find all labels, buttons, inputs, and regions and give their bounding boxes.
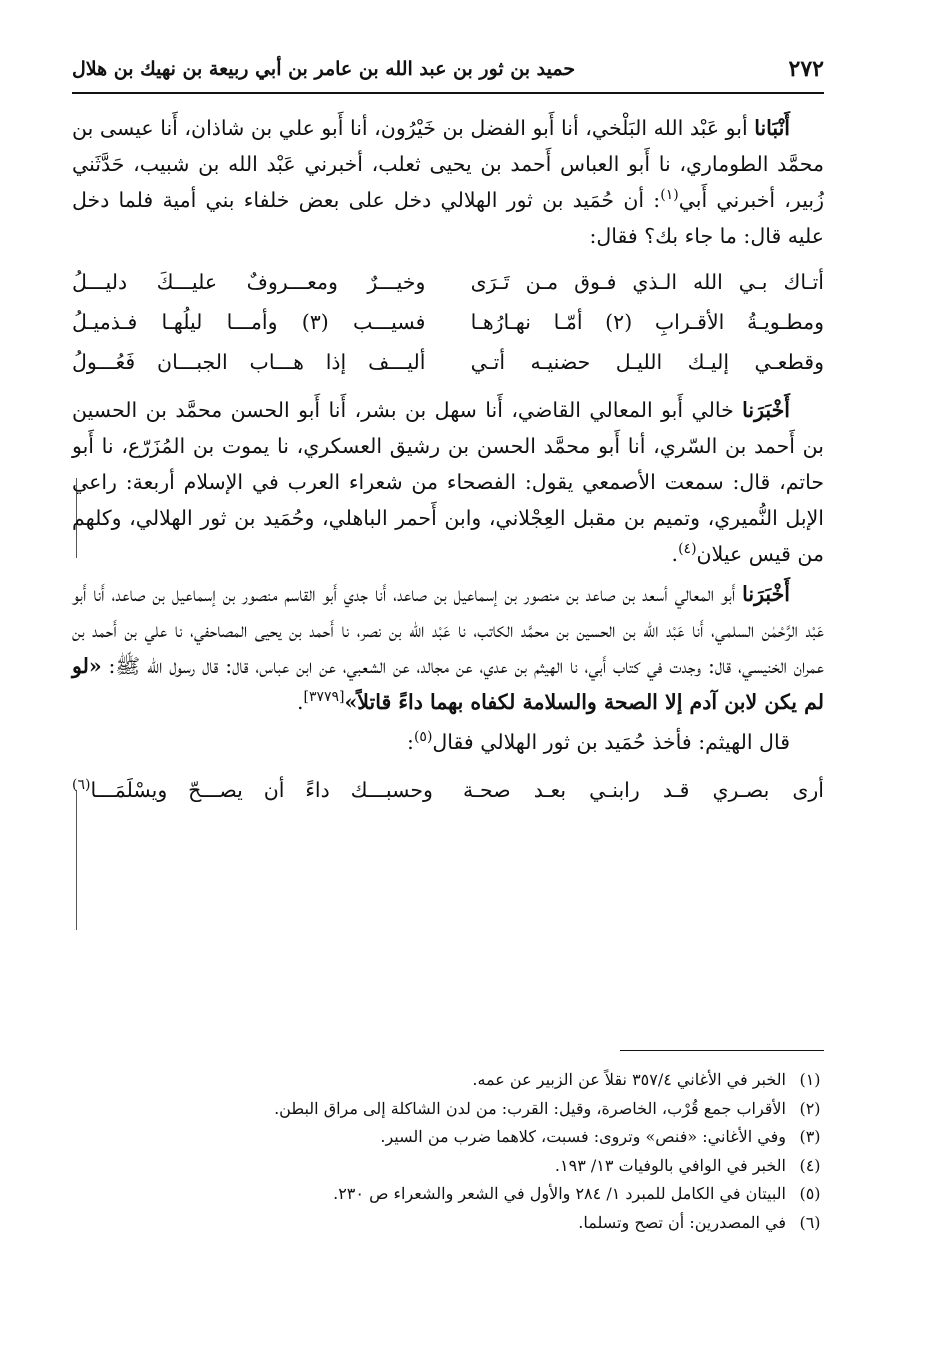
running-title: حميد بن ثور بن عبد الله بن عامر بن أبي ربيعة بن نهيك بن هلال (72, 58, 576, 80)
footnotes (72, 1066, 824, 1237)
paragraph-4 (72, 724, 824, 760)
poem-2 (72, 772, 824, 808)
paragraph-tail: . (671, 542, 679, 566)
verse-second-text: وحسبـــك داءً أن يصـــحّ ويسْلَمَـــا (90, 778, 433, 802)
footnote-number: (٣) (799, 1127, 821, 1146)
footnote-text: البيتان في الكامل للمبرد ١/ ٢٨٤ والأول في الشعر والشعراء ص ٢٣٠. (333, 1184, 786, 1203)
isnad-lead: أَخْبَرَنا (742, 582, 790, 606)
footnote-text: في المصدرين: أن تصح وتسلما. (578, 1212, 786, 1232)
verse-second-hemistich: فسيـــب (٣) وأمـــا ليلُهـا فـذميـلُ (72, 310, 426, 334)
footnote-number: (٥) (799, 1184, 821, 1203)
hadith-number: [٣٧٧٩] (303, 689, 345, 706)
verse-first-hemistich: وقطعـي إليـك الليـل حضنيـه أتـي (470, 350, 824, 374)
footnote (72, 1152, 824, 1181)
footnote-ref: (١) (660, 187, 679, 204)
paragraph-text: أبو عَبْد الله البَلْخي، أنا أَبو الفضل بن خَيْرُون، أنا أَبو علي بن شاذان، أَنا عيسى بن محمَّد الطوماري، نا أَبو العباس أَحمد بن يحيى ثعلب، أخبرني عَبْد الله بن شبيب، حَدَّثَني زُبير، أخبرني أَبي (72, 116, 825, 212)
paragraph-2 (72, 392, 824, 572)
main-text (72, 110, 824, 822)
paragraph-text: قال الهيثم: فأخذ حُمَيد بن ثور الهلالي فقال (432, 730, 790, 754)
footnote-number: (٤) (799, 1155, 821, 1175)
verse-first-hemistich: أتـاك بـي الله الـذي فـوق مـن تَـرَى (470, 270, 824, 294)
paragraph-1 (72, 110, 824, 254)
paragraph-tail: : (407, 730, 414, 754)
footnote (72, 1066, 824, 1095)
hadith-text: «لو لم يكن لابن آدم إلا الصحة والسلامة لكفاه بهما داءً قاتلاً» (72, 654, 824, 714)
footnote-number: (٦) (799, 1212, 821, 1232)
poem-verse (72, 344, 824, 384)
verse-second-hemistich: وخيـــرٌ ومعـــروفٌ عليـــكَ دليـــلُ (72, 270, 426, 294)
footnote-text: الأقراب جمع قُرْب، الخاصرة، وقيل: القرب: من لدن الشاكلة إلى مراق البطن. (274, 1098, 786, 1118)
poem-verse (72, 304, 824, 344)
paragraph-tail: : أن حُمَيد بن ثور الهلالي دخل على بعض خلفاء بني أمية فلما دخل عليه قال: ما جاء بك؟ فقال: (72, 188, 824, 248)
footnote-number: (١) (799, 1070, 821, 1089)
poem-1 (72, 264, 824, 384)
isnad-lead: أَخْبَرَنا (742, 398, 790, 422)
verse-first-hemistich: ومطـويـةُ الأقـرابِ (٢) أمّـا نهـارُهـا (470, 310, 824, 334)
poem-verse (72, 264, 824, 304)
footnote (72, 1123, 824, 1152)
paragraph-tail: . (296, 690, 304, 714)
footnote-text: الخبر في الوافي بالوفيات ١٣/ ١٩٣. (554, 1155, 786, 1175)
footnote (72, 1209, 824, 1238)
paragraph-text: أَبو المعالي أسعد بن صاعد بن منصور بن إسماعيل بن صاعد، أَنا جدي أَبو القاسم منصور بن إسماعيل بن صاعد، أَنا أَبو عَبْد الرَّحْمٰن السلمي، أَنا عَبْد الله بن الحسين بن محمَّد الكاتب، نا عَبْد الله بن نصر، نا أَحمد بن يحيى المصاحفي، نا علي بن أَحمد بن عمران الخنيسي، قال: وجدت في كتاب أَبي، نا الهيثم بن عدي، عن مجالد، عن الشعبي، عن ابن عباس، قال: قال رسول الله ﷺ: (72, 582, 824, 678)
paragraph-3 (72, 576, 824, 720)
verse-second-hemistich (72, 772, 433, 808)
footnote-ref: (٦) (72, 777, 91, 794)
paragraph-text: خالي أَبو المعالي القاضي، أَنا سهل بن بشر، أَنا أَبو الحسن محمَّد بن الحسين بن أَحمد بن السّري، أنا أَبو محمَّد الحسن بن رشيق العسكري، نا يموت بن المُزَرّع، نا أَبو حاتم، قال: سمعت الأصمعي يقول: الفصحاء من شعراء العرب في الإسلام أربعة: راعي الإبل النُّميري، وتميم بن مقبل العِجْلاني، وابن أَحمر الباهلي، وحُمَيد بن ثور الهلالي، وكلهم من قيس عيلان (72, 398, 824, 566)
isnad-lead: أَنْبَانا (754, 116, 790, 140)
footnote-ref: (٤) (678, 541, 697, 558)
footnote-text: الخبر في الأغاني ٣٥٧/٤ نقلاً عن الزبير عن عمه. (472, 1070, 786, 1089)
verse-second-hemistich: أليـــف إذا هـــاب الجبـــان فَعُـــولُ (72, 350, 426, 374)
footnote-text: وفي الأغاني: «فنص» وتروى: فسبت، كلاهما ضرب من السير. (380, 1127, 786, 1146)
verse-first-hemistich: أرى بصـري قـد رابنـي بعـد صحـة (463, 778, 824, 802)
footnote-ref: (٥) (413, 729, 433, 746)
footnote-number: (٢) (799, 1098, 821, 1118)
footnote (72, 1180, 824, 1209)
footnote (72, 1095, 824, 1124)
page-number: ٢٧٢ (788, 56, 824, 82)
page-header (72, 48, 824, 94)
footnote-separator (620, 1050, 824, 1051)
